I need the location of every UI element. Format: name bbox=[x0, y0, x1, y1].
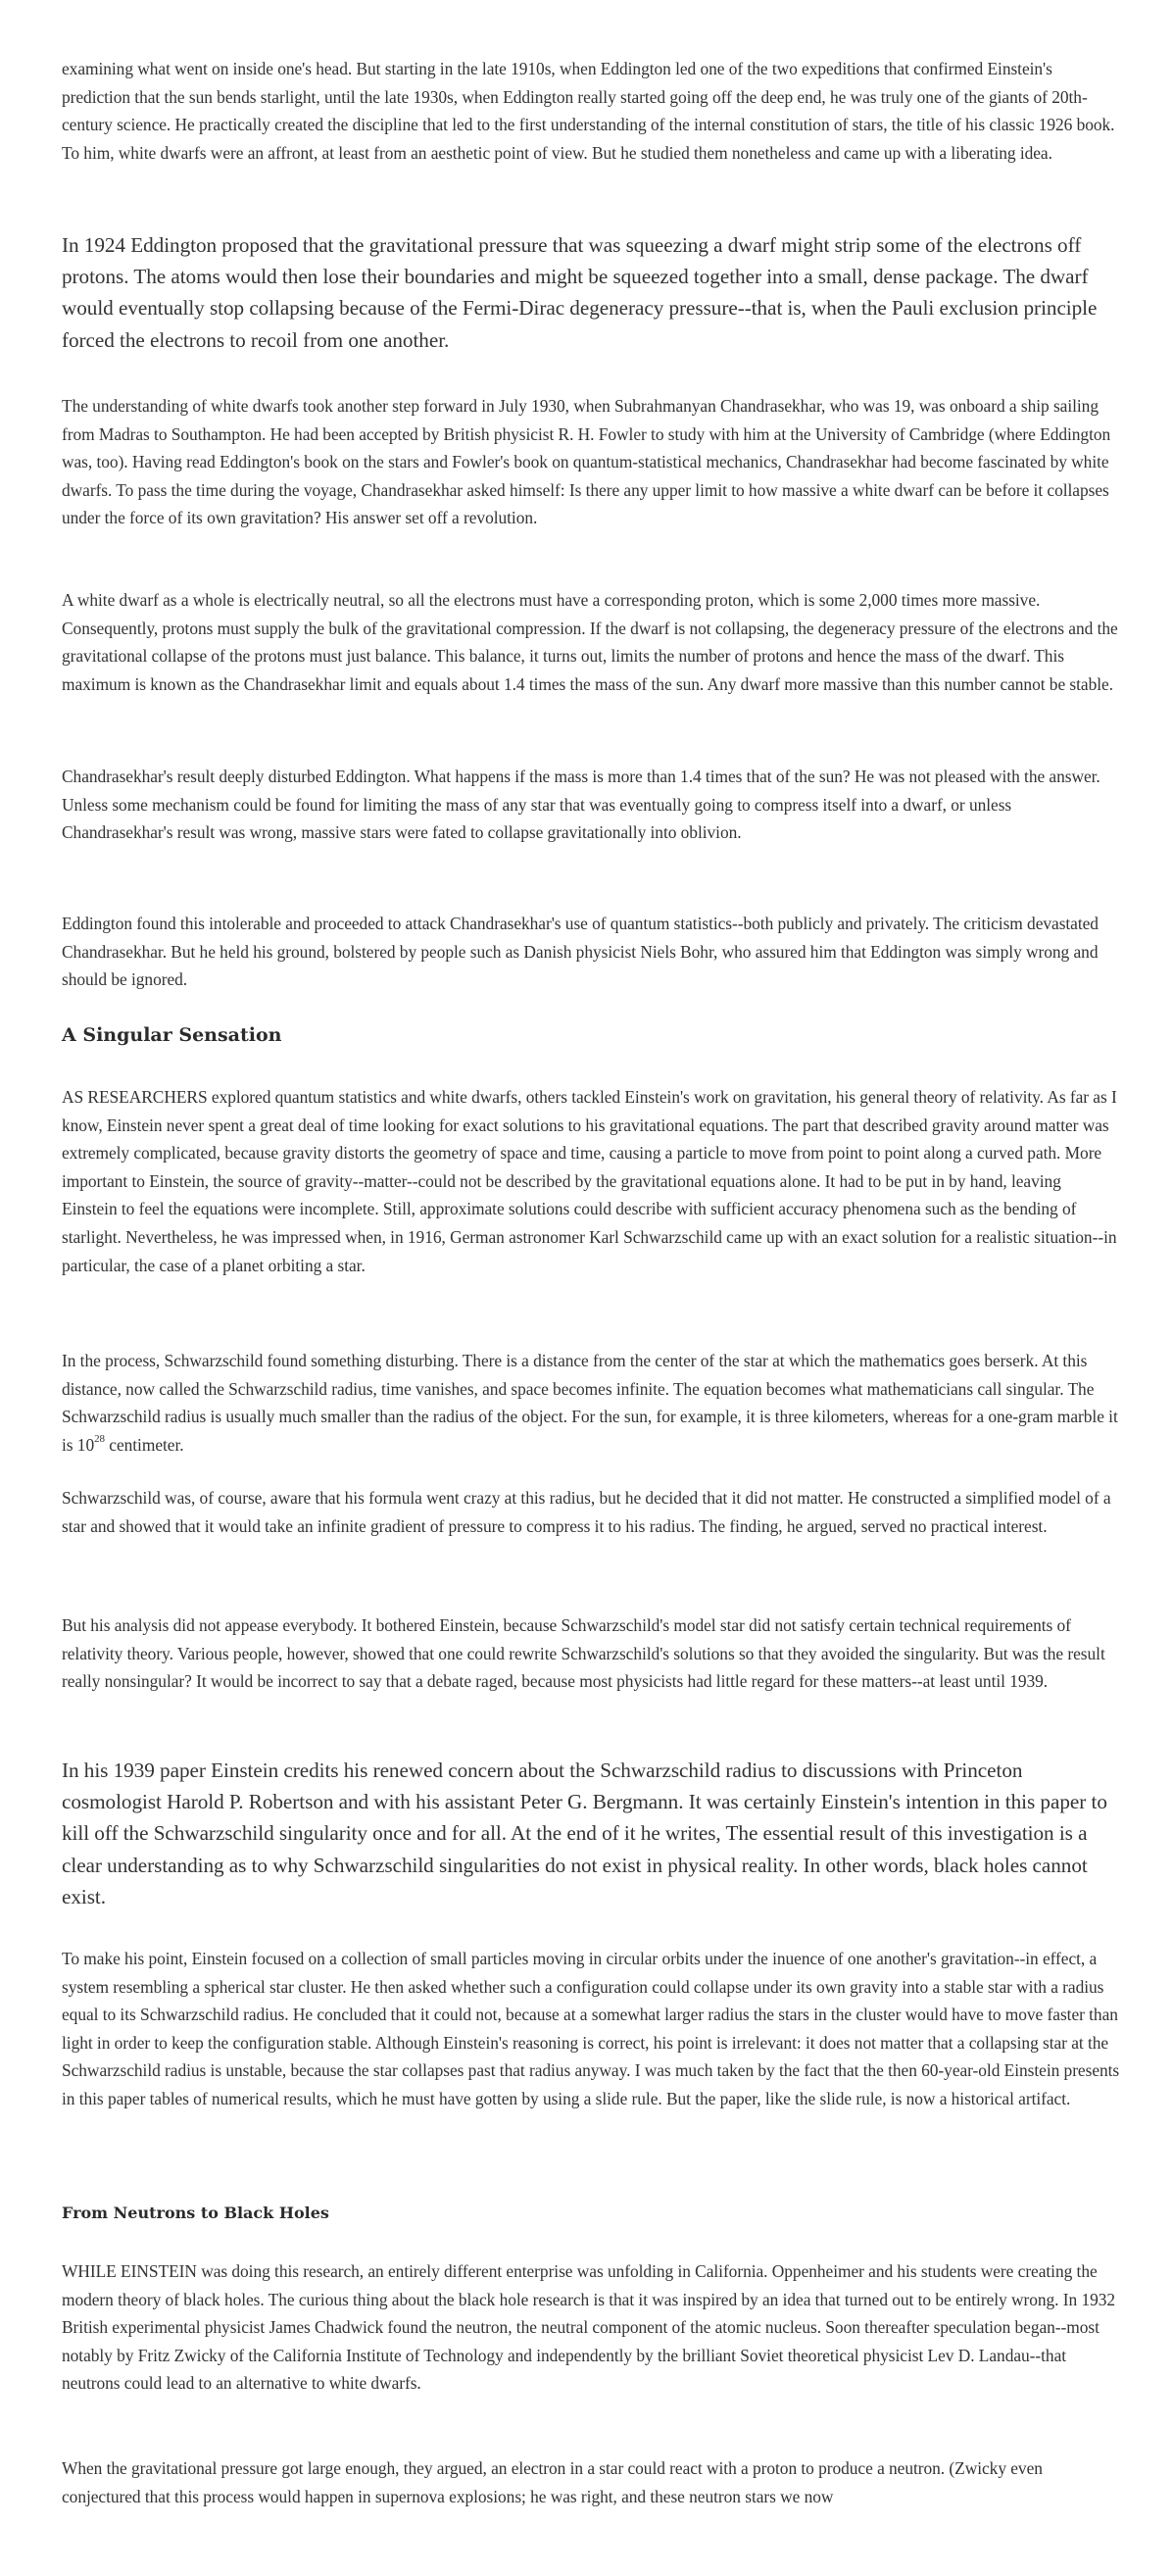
article-paragraph: When the gravitational pressure got large enough, they argued, an electron in a star could react with a proton to produce a neutron. (Zwicky even conjectured that this process would happen in supernova explosions; he was right, and these neutron stars we now bbox=[62, 2458, 1043, 2506]
article-paragraph: The understanding of white dwarfs took another step forward in July 1930, when Subrahmanyan Chandrasekhar, who was 19, was onboard a ship sailing from Madras to Southampton. He had been accepted by British physicist R. H. Fowler to study with him at the University of Cambridge (where Eddington was, too). Having read Eddington's book on the stars and Fowler's book on quantum-statistical mechanics, Chandrasekhar had become fascinated by white dwarfs. To pass the time during the voyage, Chandrasekhar asked himself: Is there any upper limit to how massive a white dwarf can be before it collapses under the force of its own gravitation? His answer set off a revolution. bbox=[62, 396, 1111, 528]
paragraph-text: In the process, Schwarzschild found something disturbing. There is a distance from the center of the star at which the mathematics goes berserk. At this distance, now called the Schwarzschild radius, time vanishes, and space becomes infinite. The equation becomes what mathematicians call singular. The Schwarzschild radius is usually much smaller than the radius of the object. For the sun, for example, it is three kilometers, whereas for a one-gram marble it is 10 bbox=[62, 1351, 1118, 1455]
article-paragraph: Schwarzschild was, of course, aware that his formula went crazy at this radius, but he decided that it did not matter. He constructed a simplified model of a star and showed that it would take an infinite gradient of pressure to compress it to his radius. The finding, he argued, served no practical interest. bbox=[62, 1488, 1111, 1536]
article-paragraph: But his analysis did not appease everybody. It bothered Einstein, because Schwarzschild's model star did not satisfy certain technical requirements of relativity theory. Various people, however, showed that one could rewrite Schwarzschild's solutions so that they avoided the singularity. But was the result really nonsingular? It would be incorrect to say that a debate raged, because most physicists had little regard for these matters--at least until 1939. bbox=[62, 1615, 1105, 1692]
article-paragraph: WHILE EINSTEIN was doing this research, an entirely different enterprise was unfolding in California. Oppenheimer and his students were creating the modern theory of black holes. The curious thing about the black hole research is that it was inspired by an idea that turned out to be entirely wrong. In 1932 British experimental physicist James Chadwick found the neutron, the neutral component of the atomic nucleus. Soon thereafter speculation began--most notably by Fritz Zwicky of the California Institute of Technology and independently by the brilliant Soviet theoretical physicist Lev D. Landau--that neutrons could lead to an alternative to white dwarfs. bbox=[62, 2261, 1116, 2394]
article-paragraph: A white dwarf as a whole is electrically neutral, so all the electrons must have a corresponding proton, which is some 2,000 times more massive. Consequently, protons must supply the bulk of the gravitational compression. If the dwarf is not collapsing, the degeneracy pressure of the electrons and the gravitational collapse of the protons must just balance. This balance, it turns out, limits the number of protons and hence the mass of the dwarf. This maximum is known as the Chandrasekhar limit and equals about 1.4 times the mass of the sun. Any dwarf more massive than this number cannot be stable. bbox=[62, 590, 1118, 694]
article-paragraph-large: In his 1939 paper Einstein credits his renewed concern about the Schwarzschild radius to discussions with Princeton cosmologist Harold P. Robertson and with his assistant Peter G. Bergmann. It was certainly Einstein's intention in this paper to kill off the Schwarzschild singularity once and for all. At the end of it he writes, The essential result of this investigation is a clear understanding as to why Schwarzschild singularities do not exist in physical reality. In other words, black holes cannot exist. bbox=[62, 1759, 1107, 1908]
section-heading: From Neutrons to Black Holes bbox=[62, 2204, 329, 2222]
paragraph-text: centimeter. bbox=[105, 1434, 184, 1455]
article-paragraph: AS RESEARCHERS explored quantum statistics and white dwarfs, others tackled Einstein's work on gravitation, his general theory of relativity. As far as I know, Einstein never spent a great deal of time looking for exact solutions to his gravitational equations. The part that described gravity around matter was extremely complicated, because gravity distorts the geometry of space and time, causing a particle to move from point to point along a curved path. More important to Einstein, the source of gravity--matter--could not be described by the gravitational equations alone. It had to be put in by hand, leaving Einstein to feel the equations were incomplete. Still, approximate solutions could describe with sufficient accuracy phenomena such as the bending of starlight. Nevertheless, he was impressed when, in 1916, German astronomer Karl Schwarzschild came up with an exact solution for a realistic situation--in particular, the case of a planet orbiting a star. bbox=[62, 1087, 1117, 1275]
article-paragraph: Eddington found this intolerable and proceeded to attack Chandrasekhar's use of quantum statistics--both publicly and privately. The criticism devastated Chandrasekhar. But he held his ground, bolstered by people such as Danish physicist Niels Bohr, who assured him that Eddington was simply wrong and should be ignored. bbox=[62, 914, 1099, 990]
article-paragraph-large: In 1924 Eddington proposed that the gravitational pressure that was squeezing a dwarf might strip some of the electrons off protons. The atoms would then lose their boundaries and might be squeezed together into a small, dense package. The dwarf would eventually stop collapsing because of the Fermi-Dirac degeneracy pressure--that is, when the Pauli exclusion principle forced the electrons to recoil from one another. bbox=[62, 233, 1098, 352]
article-paragraph bbox=[62, 1347, 1120, 1459]
exponent: 28 bbox=[94, 1432, 105, 1445]
article-paragraph: Chandrasekhar's result deeply disturbed Eddington. What happens if the mass is more than 1.4 times that of the sun? He was not pleased with the answer. Unless some mechanism could be found for limiting the mass of any star that was eventually going to compress itself into a dwarf, or unless Chandrasekhar's result was wrong, massive stars were fated to collapse gravitationally into oblivion. bbox=[62, 767, 1100, 843]
article-paragraph: examining what went on inside one's head. But starting in the late 1910s, when Eddington led one of the two expeditions that confirmed Einstein's prediction that the sun bends starlight, until the late 1930s, when Eddington really started going off the deep end, he was truly one of the giants of 20th-century science. He practically created the discipline that led to the first understanding of the internal constitution of stars, the title of his classic 1926 book. To him, white dwarfs were an affront, at least from an aesthetic point of view. But he studied them nonetheless and came up with a liberating idea. bbox=[62, 59, 1115, 163]
article-paragraph: To make his point, Einstein focused on a collection of small particles moving in circular orbits under the inuence of one another's gravitation--in effect, a system resembling a spherical star cluster. He then asked whether such a configuration could collapse under its own gravity into a stable star with a radius equal to its Schwarzschild radius. He concluded that it could not, because at a somewhat larger radius the stars in the cluster would have to move faster than light in order to keep the configuration stable. Although Einstein's reasoning is correct, his point is irrelevant: it does not matter that a collapsing star at the Schwarzschild radius is unstable, because the star collapses past that radius anyway. I was much taken by the fact that the then 60-year-old Einstein presents in this paper tables of numerical results, which he must have gotten by using a slide rule. But the paper, like the slide rule, is now a historical artifact. bbox=[62, 1949, 1120, 2108]
section-heading: A Singular Sensation bbox=[62, 1024, 282, 1046]
